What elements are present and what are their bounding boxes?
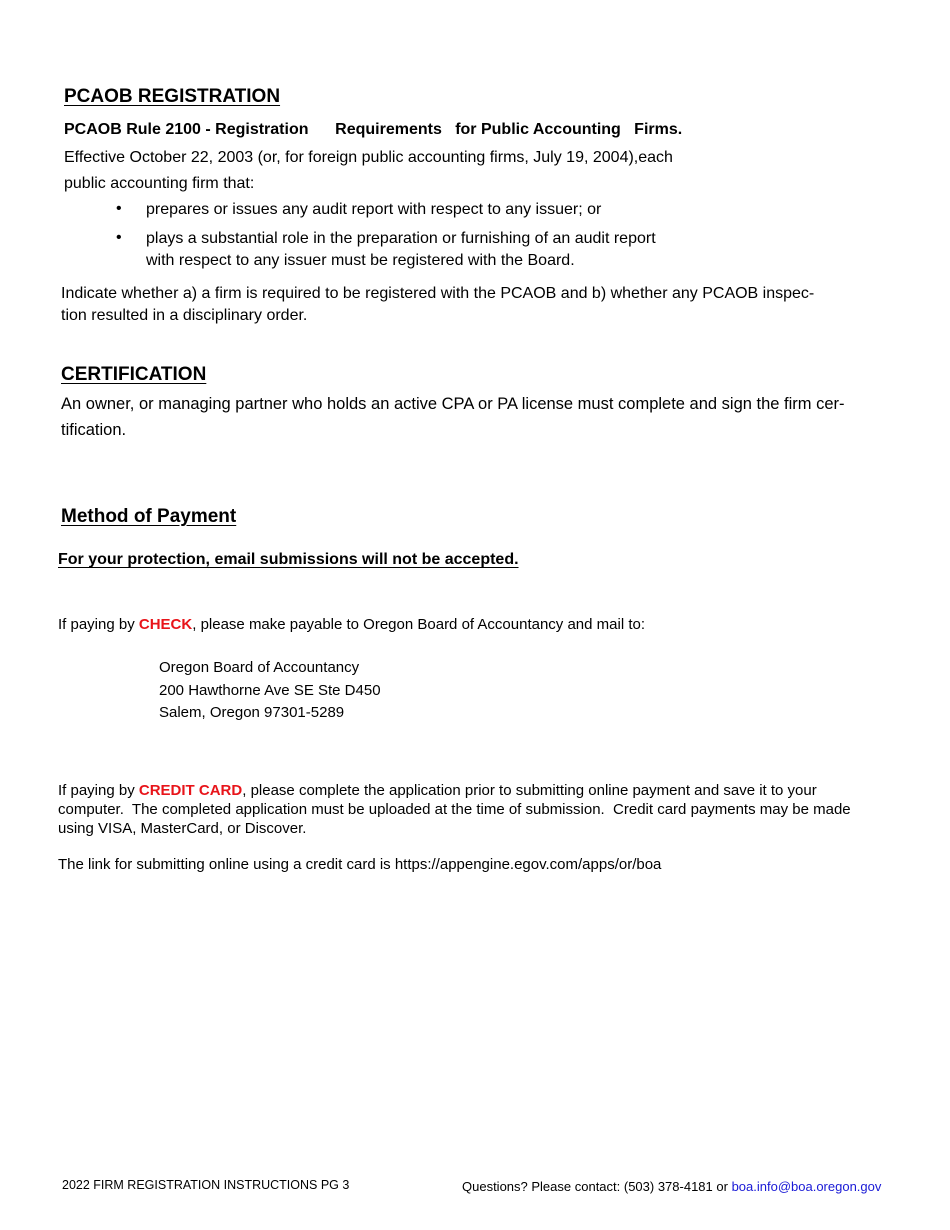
- effective-line-2: public accounting firm that:: [64, 175, 255, 192]
- credit-card-instructions: [58, 781, 851, 838]
- bullet-2-line-2: with respect to any issuer must be registered with the Board.: [146, 252, 575, 269]
- pcaob-heading: PCAOB REGISTRATION: [64, 86, 281, 107]
- certification-heading: CERTIFICATION: [61, 364, 207, 385]
- check-suffix: , please make payable to Oregon Board of Accountancy and mail to:: [192, 616, 646, 633]
- card-line-2: computer. The completed application must be uploaded at the time of submission. Credit card payments may be made: [58, 801, 851, 818]
- bullet-2-line-1: plays a substantial role in the preparation or furnishing of an audit report: [146, 230, 656, 247]
- certification-line-1: An owner, or managing partner who holds an active CPA or PA license must complete and sign the firm cer-: [61, 395, 845, 413]
- contact-prefix: Questions? Please contact: (503) 378-4181 or: [462, 1179, 732, 1194]
- pcaob-rule-title: PCAOB Rule 2100 - Registration Requirements for Public Accounting Firms.: [64, 121, 683, 138]
- check-keyword: CHECK: [138, 616, 193, 633]
- card-prefix: If paying by: [58, 782, 139, 799]
- indicate-line-2: tion resulted in a disciplinary order.: [61, 307, 308, 324]
- certification-line-2: tification.: [61, 421, 127, 439]
- indicate-line-1: Indicate whether a) a firm is required to be registered with the PCAOB and b) whether any PCAOB inspec-: [61, 285, 815, 302]
- payment-heading: Method of Payment: [61, 506, 237, 527]
- online-link-line: The link for submitting online using a credit card is https://appengine.egov.com/apps/or/boa: [58, 856, 662, 873]
- card-suffix: , please complete the application prior to submitting online payment and save it to your: [242, 782, 817, 799]
- bullet-1: prepares or issues any audit report with respect to any issuer; or: [146, 201, 602, 218]
- check-instructions: [58, 615, 645, 634]
- check-prefix: If paying by: [58, 616, 139, 633]
- address-line-3: Salem, Oregon 97301-5289: [159, 704, 345, 721]
- card-line-1: [58, 781, 851, 800]
- protection-notice: For your protection, email submissions will not be accepted.: [58, 551, 519, 568]
- mailing-address: [159, 657, 381, 725]
- credit-card-keyword: CREDIT CARD: [138, 782, 243, 799]
- footer-contact: [462, 1179, 881, 1194]
- bullet-marker: •: [116, 229, 122, 246]
- bullet-marker: •: [116, 200, 122, 217]
- effective-line-1: Effective October 22, 2003 (or, for foreign public accounting firms, July 19, 2004),each: [64, 149, 673, 166]
- address-line-1: Oregon Board of Accountancy: [159, 659, 360, 676]
- address-line-2: 200 Hawthorne Ave SE Ste D450: [159, 681, 381, 699]
- card-line-3: using VISA, MasterCard, or Discover.: [58, 820, 307, 837]
- contact-email-link[interactable]: boa.info@boa.oregon.gov: [731, 1179, 882, 1194]
- footer-page-label: 2022 FIRM REGISTRATION INSTRUCTIONS PG 3: [62, 1178, 350, 1192]
